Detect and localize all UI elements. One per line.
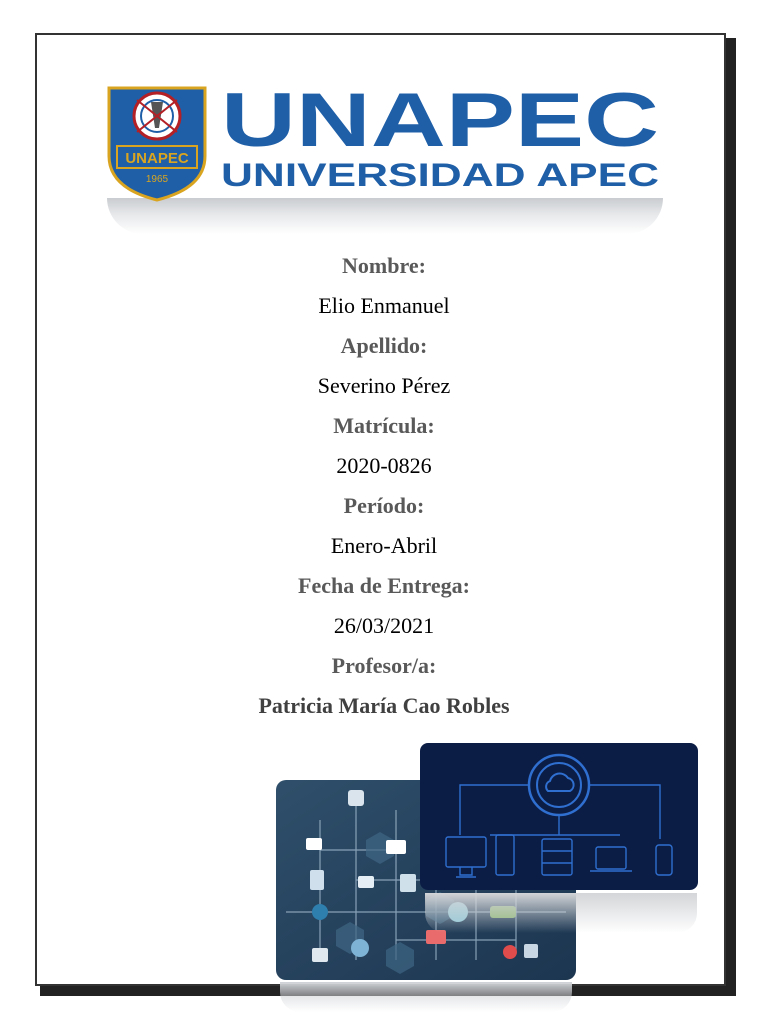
- crest-icon: [109, 88, 205, 200]
- value-profesor: Patricia María Cao Robles: [258, 693, 510, 718]
- value-apellido: Severino Pérez: [317, 373, 451, 398]
- student-info: [0, 246, 768, 726]
- label-nombre: Nombre:: [342, 253, 426, 278]
- label-profesor: Profesor/a:: [331, 653, 437, 678]
- value-nombre: Elio Enmanuel: [318, 293, 450, 318]
- value-periodo: Enero-Abril: [330, 533, 438, 558]
- iot-image-reflection: [280, 982, 572, 1012]
- crest-text: UNAPEC: [125, 150, 189, 167]
- cloud-computing-image: [420, 743, 698, 890]
- logo-title: UNAPEC: [221, 86, 659, 163]
- label-matricula: Matrícula:: [333, 413, 435, 438]
- cloud-image-reflection: [425, 893, 697, 933]
- value-fecha-entrega: 26/03/2021: [333, 613, 435, 638]
- unapec-logo: [107, 86, 663, 236]
- logo-subtitle: UNIVERSIDAD APEC: [221, 157, 659, 193]
- label-fecha-entrega: Fecha de Entrega:: [298, 573, 470, 598]
- label-periodo: Período:: [343, 493, 425, 518]
- crest-year: 1965: [145, 174, 169, 185]
- value-matricula: 2020-0826: [336, 453, 432, 478]
- label-apellido: Apellido:: [340, 333, 428, 358]
